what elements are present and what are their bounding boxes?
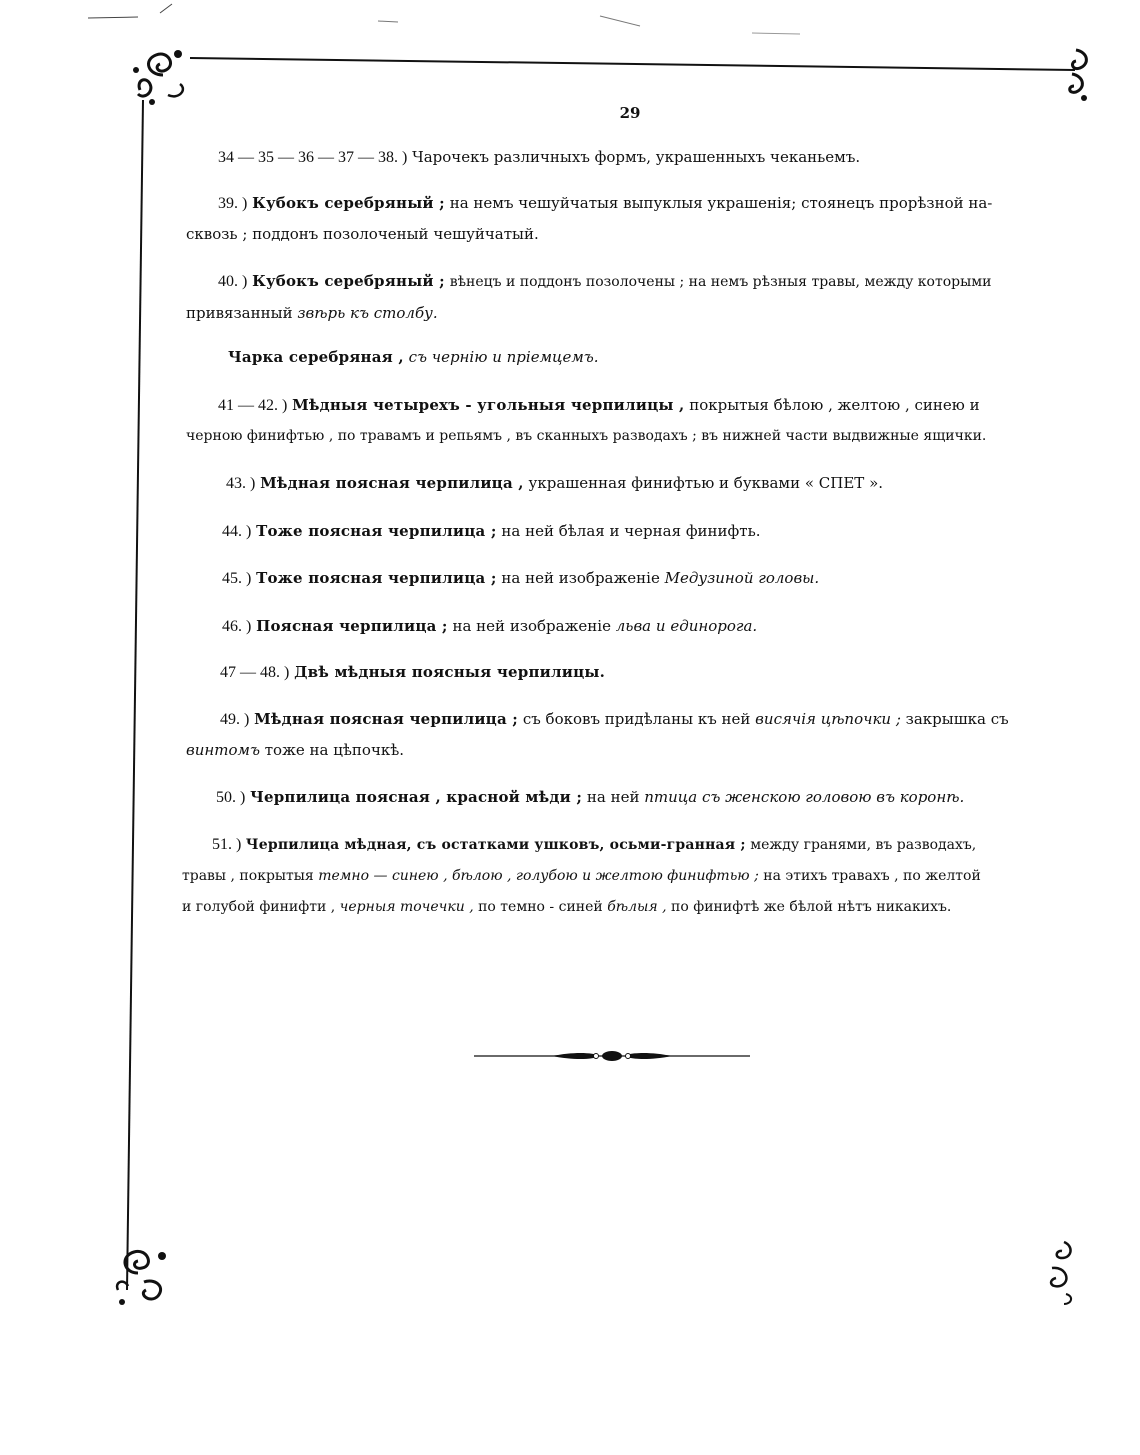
entry-title: Мѣдныя четырехъ - угольныя черпилицы , [292,396,685,414]
entry-number: 43. ) [226,475,256,492]
entry-text: на ней бѣлая и черная финифть. [501,522,761,540]
entry-text-continued: черною финифтью , по травамъ и репьямъ , въ сканныхъ разводахъ ; въ нижней части выдвижные ящички. [186,428,987,444]
entry-number: 51. ) [212,836,242,853]
entry-title: Тоже поясная черпилица ; [256,522,497,540]
entry-number: 40. ) [218,273,248,290]
catalog-entry-50 [186,782,1061,813]
entry-italic-text: бѣлыя , [607,899,667,915]
flourish-ornament-top-left-icon [128,40,198,110]
entry-text: украшенная финифтью и буквами « СПЕТ ». [528,474,884,492]
catalog-entry-51 [182,829,1062,923]
ornamental-divider-icon [472,1046,752,1066]
catalog-entry-34-38 [186,142,1061,173]
entry-text-continued: и голубой финифти , [182,899,336,915]
entry-italic-text: висячія цѣпочки ; [755,710,901,728]
catalog-entry-40 [186,266,1061,329]
entry-text: покрытыя бѣлою , желтою , синею и [689,396,980,414]
entry-text-continued: на этихъ травахъ , по желтой [763,868,981,884]
entry-text: на ней [586,788,640,806]
catalog-entry-47-48 [186,657,1061,688]
catalog-entry-41-42 [186,390,1061,452]
entry-text: вѣнецъ и поддонъ позолочены ; на немъ рѣзныя травы, между которыми [449,274,992,290]
entry-title: Мѣдная поясная черпилица ; [254,710,519,728]
entry-text-continued: травы , покрытыя [182,868,314,884]
entry-text: закрышка съ [905,710,1009,728]
entry-title: Тоже поясная черпилица ; [256,569,497,587]
catalog-entry-charka [186,342,1061,373]
entry-text: на ней изображеніе [452,617,611,635]
flourish-ornament-bottom-left-icon [108,1238,178,1308]
entry-number: 41 — 42. ) [218,397,288,414]
flourish-ornament-bottom-right-icon [1040,1238,1080,1308]
entry-text: между гранями, въ разводахъ, [750,837,977,853]
entry-number: 50. ) [216,789,246,806]
entry-italic-text: Медузиной головы. [664,569,820,587]
entry-italic-text: льва и единорога. [615,617,758,635]
entry-title: Двѣ мѣдныя поясныя черпилицы. [294,663,606,681]
entry-number: 46. ) [222,618,252,635]
catalog-entry-46 [186,611,1061,642]
entry-title: Черпилица поясная , красной мѣди ; [250,788,583,806]
entry-title: Мѣдная поясная черпилица , [260,474,524,492]
entry-text-continued: сквозь ; поддонъ позолоченый чешуйчатый. [186,225,539,243]
entry-number: 45. ) [222,570,252,587]
entry-number: 44. ) [222,523,252,540]
entry-title: Кубокъ серебряный ; [252,272,445,290]
entry-text: на немъ чешуйчатыя выпуклыя украшенія; стоянецъ прорѣзной на- [449,194,993,212]
catalog-entry-43 [186,468,1061,499]
entry-text-continued: тоже на цѣпочкѣ. [264,741,405,759]
entry-italic-text: темно — синею , бѣлою , голубою и желтою финифтью ; [318,868,759,884]
entry-italic-text: винтомъ [186,741,260,759]
entry-text-continued: привязанный [186,304,293,322]
catalog-entry-39 [186,188,1061,250]
entry-italic-text: черныя точечки , [339,899,474,915]
entry-title: Чарка серебряная , [228,348,404,366]
entry-number: 49. ) [220,711,250,728]
entry-text-continued: по финифтѣ же бѣлой нѣтъ никакихъ. [671,899,952,915]
entry-number: 34 — 35 — 36 — 37 — 38. ) [218,149,408,166]
catalog-entry-44 [186,516,1061,547]
entry-text: Чарочекъ различныхъ формъ, украшенныхъ чеканьемъ. [412,148,861,166]
entry-text-continued: по темно - синей [478,899,603,915]
entry-italic-text: птица съ женскою головою въ коронѣ. [644,788,965,806]
entry-number: 47 — 48. ) [220,664,290,681]
flourish-ornament-top-right-icon [1062,46,1094,102]
catalog-entry-45 [186,563,1061,594]
entry-title: Черпилица мѣдная, съ остатками ушковъ, осьми-гранная ; [245,837,746,853]
entry-italic-text: звѣрь къ столбу. [297,304,438,322]
entry-title: Кубокъ серебряный ; [252,194,445,212]
catalog-entry-49 [186,704,1061,766]
entry-text: на ней изображеніе [501,569,660,587]
entry-text: съ боковъ придѣланы къ ней [522,710,751,728]
entry-title: Поясная черпилица ; [256,617,448,635]
page-number: 29 [619,104,641,122]
entry-number: 39. ) [218,195,248,212]
entry-italic-text: съ чернію и пріемцемъ. [408,348,599,366]
